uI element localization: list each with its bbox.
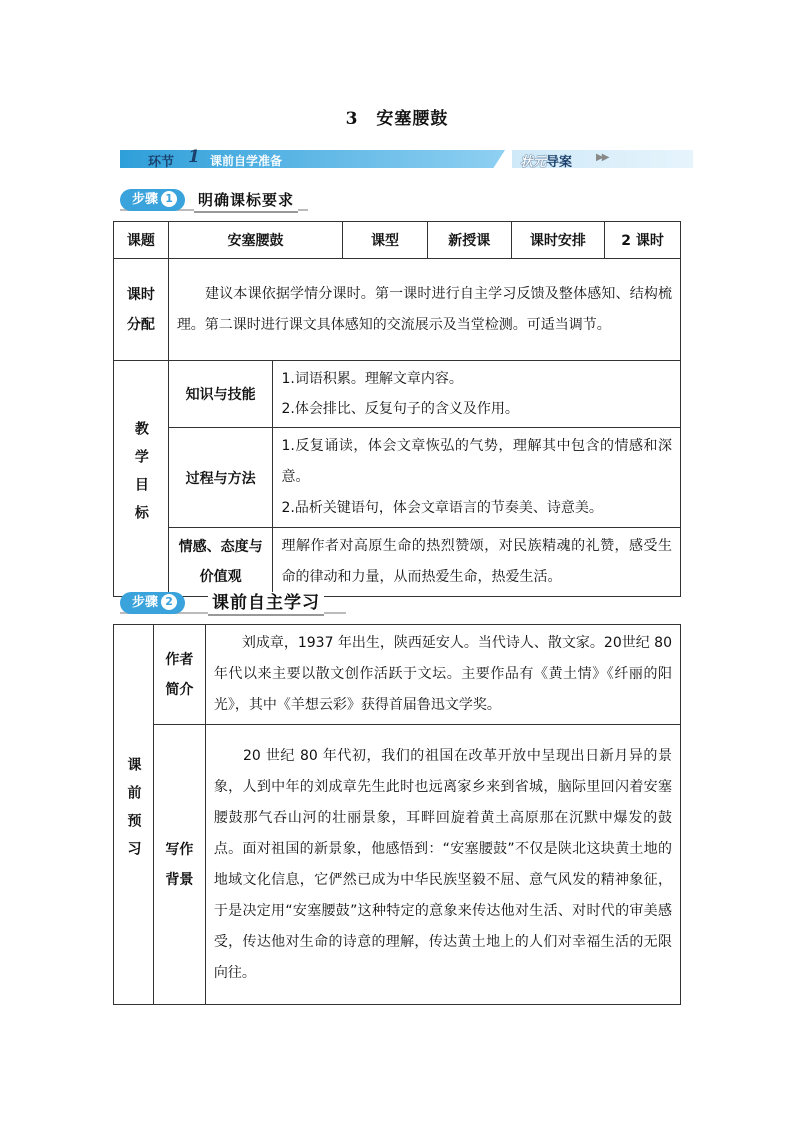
background-text: 20 世纪 80 年代初，我们的祖国在改革开放中呈现出日新月异的景象，人到中年的刘成章先生此时也远离家乡来到省城，脑际里回闪着安塞腰鼓那气吞山河的壮丽景象，耳畔回旋着黄土高原那在沉默中爆发的鼓点。面对祖国的新景象，他感悟到：“安塞腰鼓”不仅是陕北这块黄土地的地域文化信息，它俨然已成为中华民族坚毅不屈、意气风发的精神象征，于是决定用“安塞腰鼓”这种特定的意象来传达他对生活、对时代的审美感受，传达他对生命的诗意的理解，传达黄土地上的人们对幸福生活的无限向往。: [205, 725, 680, 1005]
header-anpai: 课时安排: [511, 222, 605, 259]
value-anpai: 2 课时: [605, 222, 681, 259]
background-label: [153, 725, 205, 1005]
goal2-line1: 1.反复诵读，体会文章恢弘的气势，理解其中包含的情感和深意。: [281, 438, 672, 485]
banner-huanjie: 环节: [148, 155, 175, 170]
step1-label: 明确课标要求: [194, 189, 298, 213]
step1-header: [120, 189, 310, 211]
preview-side-label: 课前预习: [125, 756, 142, 869]
author-text: 刘成章，1937 年出生，陕西延安人。当代诗人、散文家。20世纪 80 年代以来主要以散文创作活跃于文坛。主要作品有《黄土情》《纤丽的阳光》，其中《羊想云彩》获得首届鲁迅文学奖。: [205, 625, 680, 725]
banner-section: 课前自学准备: [210, 154, 283, 168]
goal2-line2: 2.品析关键语句，体会文章语言的节奏美、诗意美。: [281, 500, 603, 516]
value-ketai: 安塞腰鼓: [168, 222, 342, 259]
header-ketai: 课题: [114, 222, 169, 259]
step2-label: 课前自主学习: [208, 592, 324, 616]
banner-right-em: 状元: [520, 155, 547, 170]
author-label-1: 作者: [165, 651, 194, 668]
step2-header: [120, 592, 350, 614]
arrow-icon: ▶▶: [596, 152, 608, 163]
lesson-plan-table: [113, 221, 681, 597]
background-label-2: 背景: [165, 871, 194, 888]
banner-right-text: 导案: [546, 155, 573, 170]
preview-table: [113, 624, 681, 1005]
banner-right-title: [520, 151, 572, 170]
section-banner: [120, 147, 693, 170]
goal1-label: 知识与技能: [168, 361, 273, 428]
step1-pill-text: 步骤: [132, 192, 159, 207]
step2-pill: [120, 592, 185, 614]
allocation-label-1: 课时: [126, 286, 155, 303]
preview-side-cell: [114, 625, 154, 1005]
goal-label: 教学目标: [132, 420, 149, 533]
value-kexing: 新授课: [427, 222, 511, 259]
step2-pill-text: 步骤: [132, 595, 159, 610]
step2-number-icon: 2: [161, 594, 177, 610]
goal1-text: [273, 361, 681, 428]
allocation-text: 建议本课依据学情分课时。第一课时进行自主学习反馈及整体感知、结构梳理。第二课时进行课文具体感知的交流展示及当堂检测。可适当调节。: [168, 259, 680, 361]
step1-pill: [120, 189, 185, 211]
allocation-label: [114, 259, 169, 361]
goal2-label: 过程与方法: [168, 428, 273, 528]
goal3-label-2: 价值观: [199, 569, 242, 585]
banner-number: 1: [188, 147, 200, 167]
background-label-1: 写作: [165, 841, 194, 858]
banner-bar: [120, 150, 505, 168]
step1-number-icon: 1: [161, 191, 177, 207]
goal3-label: [168, 528, 273, 597]
page-title: 3 安塞腰鼓: [345, 109, 449, 129]
goal2-text: [273, 428, 681, 528]
author-label: [153, 625, 205, 725]
author-label-2: 简介: [165, 681, 194, 698]
goal1-line1: 1.词语积累。理解文章内容。: [281, 371, 463, 387]
header-kexing: 课型: [343, 222, 428, 259]
goal-label-cell: [114, 361, 169, 597]
goal3-text: 理解作者对高原生命的热烈赞颂，对民族精魂的礼赞，感受生命的律动和力量，从而热爱生命，热爱生活。: [273, 528, 681, 597]
allocation-label-2: 分配: [126, 316, 155, 333]
goal3-label-1: 情感、态度与: [178, 539, 263, 555]
goal1-line2: 2.体会排比、反复句子的含义及作用。: [281, 401, 519, 417]
